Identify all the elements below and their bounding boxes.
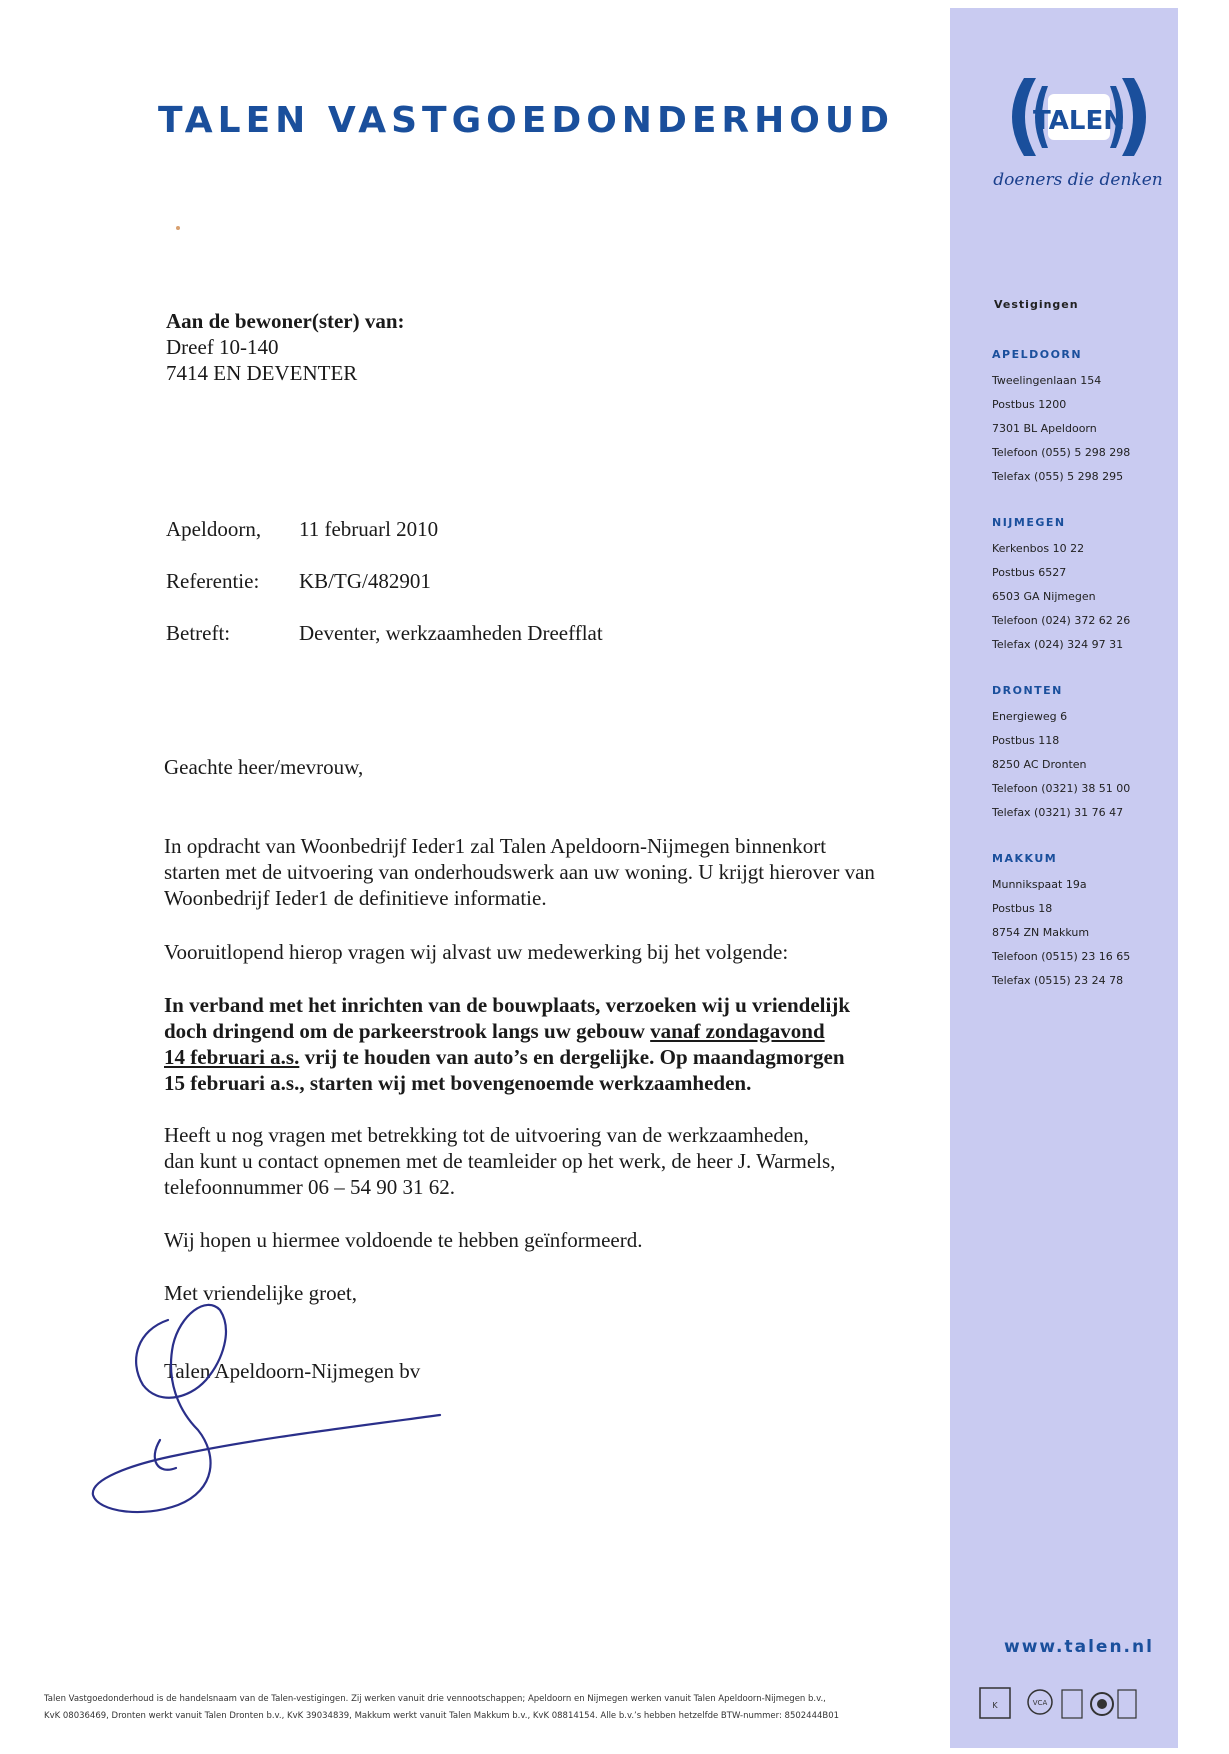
text-line: In opdracht van Woonbedrijf Ieder1 zal Talen Apeldoorn-Nijmegen binnenkort bbox=[164, 834, 827, 858]
recipient-heading: Aan de bewoner(ster) van: bbox=[166, 309, 405, 333]
office-line: Tweelingenlaan 154 bbox=[992, 374, 1102, 387]
paper-speck bbox=[176, 226, 180, 230]
office-line: Munnikspaat 19a bbox=[992, 878, 1087, 891]
office-apeldoorn bbox=[992, 348, 1130, 489]
office-nijmegen bbox=[992, 516, 1130, 657]
office-dronten bbox=[992, 684, 1130, 825]
office-line: Postbus 1200 bbox=[992, 398, 1067, 411]
office-line: 8250 AC Dronten bbox=[992, 758, 1087, 771]
office-makkum bbox=[992, 852, 1130, 993]
text-line: starten met de uitvoering van onderhoudswerk aan uw woning. U krijgt hierover van bbox=[164, 860, 875, 884]
office-line: Postbus 6527 bbox=[992, 566, 1067, 579]
office-name: DRONTEN bbox=[992, 684, 1063, 697]
recipient-city: 7414 EN DEVENTER bbox=[166, 361, 358, 385]
office-line: Telefax (055) 5 298 295 bbox=[992, 470, 1124, 483]
legal-footer bbox=[44, 1691, 839, 1725]
svg-text:VCA: VCA bbox=[1032, 1699, 1048, 1707]
paragraph-request-intro: Vooruitlopend hierop vragen wij alvast uw medewerking bij het volgende: bbox=[164, 940, 789, 964]
iso-icon bbox=[1062, 1690, 1082, 1718]
office-line: Telefoon (0321) 38 51 00 bbox=[992, 782, 1131, 795]
office-line: Postbus 18 bbox=[992, 902, 1053, 915]
office-name: MAKKUM bbox=[992, 852, 1058, 865]
office-line: Telefax (0321) 31 76 47 bbox=[992, 806, 1124, 819]
website-url: www.talen.nl bbox=[1004, 1637, 1154, 1657]
handwritten-signature bbox=[88, 1290, 448, 1520]
office-name: NIJMEGEN bbox=[992, 516, 1066, 529]
underlined-date: 14 februari a.s. bbox=[164, 1045, 300, 1069]
office-line: Telefax (024) 324 97 31 bbox=[992, 638, 1124, 651]
text-line: In verband met het inrichten van de bouwplaats, verzoeken wij u vriendelijk bbox=[164, 993, 851, 1017]
text-line: Heeft u nog vragen met betrekking tot de uitvoering van de werkzaamheden, bbox=[164, 1123, 809, 1147]
office-line: Telefoon (0515) 23 16 65 bbox=[992, 950, 1131, 963]
footer-line: KvK 08036469, Dronten werkt vanuit Talen Dronten b.v., KvK 39034839, Makkum werkt vanuit Talen Makkum b.v., KvK 08814154. Alle b.v.’s hebben hetzelfde BTW-nummer: 8502444B01 bbox=[44, 1711, 840, 1721]
text-line bbox=[164, 1044, 850, 1070]
place-label: Apeldoorn, bbox=[166, 517, 262, 541]
svg-text:K: K bbox=[992, 1701, 998, 1710]
office-line: Telefoon (024) 372 62 26 bbox=[992, 614, 1131, 627]
closing: Met vriendelijke groet, bbox=[164, 1281, 358, 1305]
text-line: dan kunt u contact opnemen met de teamleider op het werk, de heer J. Warmels, bbox=[164, 1149, 836, 1173]
signatory: Talen Apeldoorn-Nijmegen bv bbox=[164, 1359, 421, 1383]
paragraph-intro bbox=[164, 833, 875, 911]
text-span: doch dringend om de parkeerstrook langs uw gebouw bbox=[164, 1019, 651, 1043]
office-line: 6503 GA Nijmegen bbox=[992, 590, 1096, 603]
company-name: TALEN VASTGOEDONDERHOUD bbox=[158, 100, 894, 141]
paragraph-contact bbox=[164, 1122, 835, 1200]
paragraph-closing-note: Wij hopen u hiermee voldoende te hebben geïnformeerd. bbox=[164, 1228, 643, 1252]
office-line: 8754 ZN Makkum bbox=[992, 926, 1090, 939]
text-line: 15 februari a.s., starten wij met bovengenoemde werkzaamheden. bbox=[164, 1071, 752, 1095]
recipient-address bbox=[166, 308, 405, 386]
certificate-icon bbox=[1118, 1690, 1136, 1718]
office-line: Kerkenbos 10 22 bbox=[992, 542, 1085, 555]
recipient-street: Dreef 10-140 bbox=[166, 335, 279, 359]
subject-label: Betreft: bbox=[166, 621, 231, 645]
text-line: telefoonnummer 06 – 54 90 31 62. bbox=[164, 1175, 456, 1199]
text-line: Woonbedrijf Ieder1 de definitieve informatie. bbox=[164, 886, 547, 910]
subject-value: Deventer, werkzaamheden Dreefflat bbox=[299, 621, 603, 645]
paragraph-parking-notice bbox=[164, 992, 850, 1096]
logo-tagline: doeners die denken bbox=[993, 170, 1163, 190]
office-line: 7301 BL Apeldoorn bbox=[992, 422, 1097, 435]
office-name: APELDOORN bbox=[992, 348, 1083, 361]
underlined-date: vanaf zondagavond bbox=[650, 1019, 825, 1043]
certification-logos bbox=[978, 1680, 1138, 1724]
office-line: Telefax (0515) 23 24 78 bbox=[992, 974, 1124, 987]
office-line: Energieweg 6 bbox=[992, 710, 1068, 723]
salutation: Geachte heer/mevrouw, bbox=[164, 755, 364, 779]
text-span: vrij te houden van auto’s en dergelijke. Op maandagmorgen bbox=[299, 1045, 845, 1069]
offices-heading: Vestigingen bbox=[994, 298, 1079, 311]
text-line bbox=[164, 1018, 850, 1044]
reference-label: Referentie: bbox=[166, 569, 260, 593]
reference-value: KB/TG/482901 bbox=[299, 569, 431, 593]
logo-wordmark: TALEN bbox=[1033, 106, 1125, 136]
office-line: Postbus 118 bbox=[992, 734, 1060, 747]
office-line: Telefoon (055) 5 298 298 bbox=[992, 446, 1131, 459]
letter-date: 11 februarl 2010 bbox=[299, 517, 439, 541]
footer-line: Talen Vastgoedonderhoud is de handelsnaam van de Talen-vestigingen. Zij werken vanuit drie vennootschappen; Apeldoorn en Nijmegen werken vanuit Talen Apeldoorn-Nijmegen b.v., bbox=[44, 1694, 826, 1704]
talen-logo bbox=[994, 72, 1164, 162]
